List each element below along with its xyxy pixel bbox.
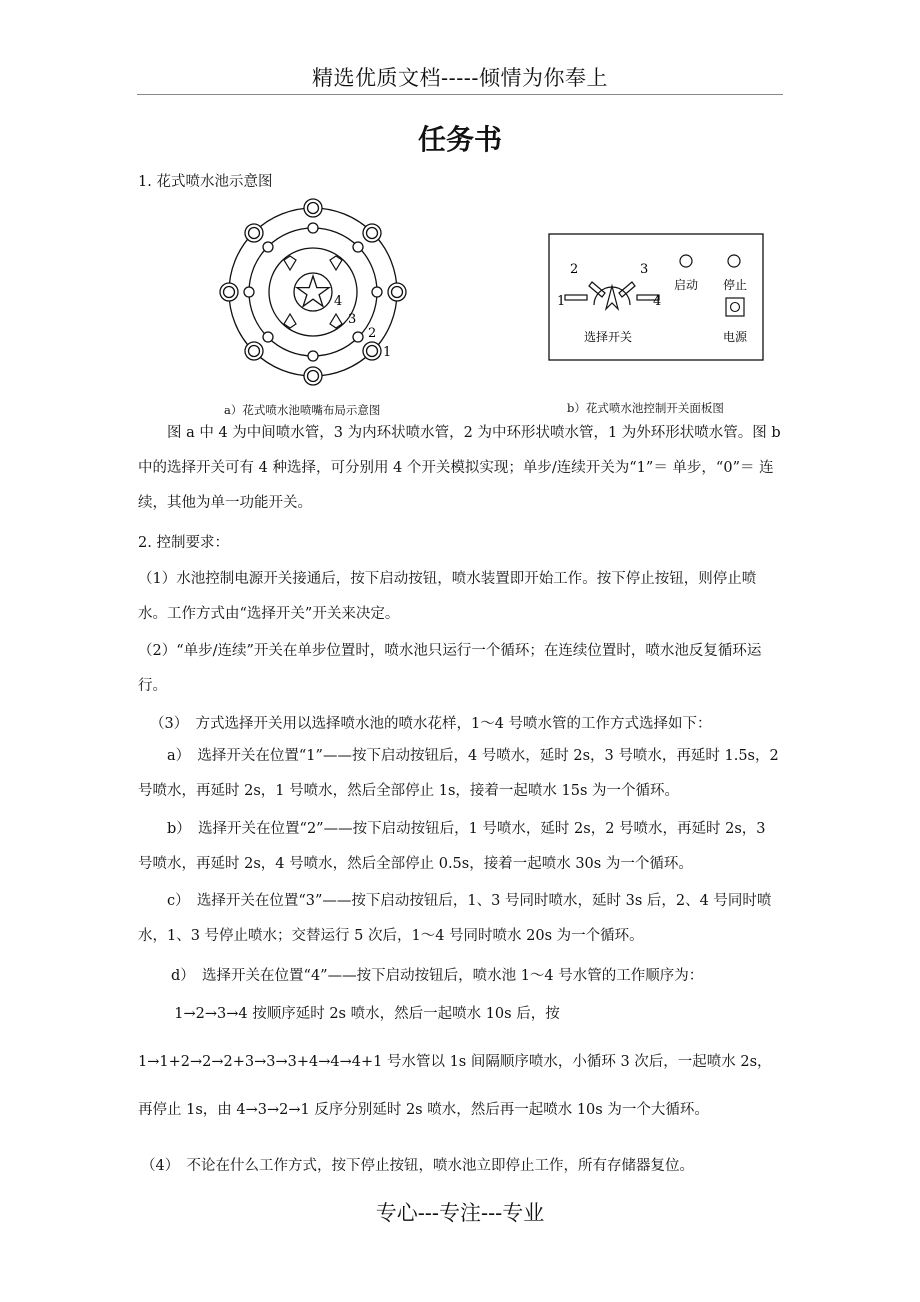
selector-position-3: 3 xyxy=(640,262,649,277)
requirement-3: （3） 方式选择开关用以选择喷水池的喷水花样，1～4 号喷水管的工作方式选择如下： xyxy=(150,716,712,732)
start-button xyxy=(680,255,692,267)
center-star-icon xyxy=(297,276,329,306)
nozzle-label-2: 2 xyxy=(368,326,377,341)
figure-description: 图 a 中 4 为中间喷水管，3 为内环状喷水管，2 为中环形状喷水管，1 为外环形状喷水管。图 b 中的选择开关可有 4 种选择，可分别用 4 个开关模拟实现；单步/连续开关为“1”＝ 单步，“0”＝ 连续，其他为单一功能开关。 xyxy=(138,425,781,511)
section-1-heading: 1. 花式喷水池示意图 xyxy=(138,174,273,190)
mode-c: c） 选择开关在位置“3”——按下启动按钮后，1、3 号同时喷水，延时 3s 后，2、4 号同时喷水，1、3 号停止喷水；交替运行 5 次后，1～4 号同时喷水 20s 为一个循环。 xyxy=(138,893,772,944)
page-footer: 专心---专注---专业 xyxy=(375,1201,545,1225)
page-header: 精选优质文档-----倾情为你奉上 xyxy=(312,66,608,90)
mode-b: b） 选择开关在位置“2”——按下启动按钮后，1 号喷水，延时 2s，2 号喷水，再延时 2s，3 号喷水，再延时 2s，4 号喷水，然后全部停止 0.5s，接着一起喷水 30s 为一个循环。 xyxy=(138,821,766,872)
power-label: 电源 xyxy=(723,330,748,344)
mode-d-sequence: 1→2→3→4 按顺序延时 2s 喷水，然后一起喷水 10s 后，按 1→1+2→2→2+3→3→3+4→4→4+1 号水管以 1s 间隔顺序喷水，小循环 3 次后，一起喷水 2s，再停止 1s，由 4→3→2→1 反序分别延时 2s 喷水，然后再一起喷水 10s 为一个大循环。 xyxy=(138,1006,772,1118)
selector-position-1: 1 xyxy=(557,294,566,309)
fountain-nozzle-layout-diagram xyxy=(210,190,420,390)
requirement-2: （2）“单步/连续”开关在单步位置时，喷水池只运行一个循环；在连续位置时，喷水池反复循环运行。 xyxy=(138,643,762,694)
nozzle-label-4: 4 xyxy=(334,294,343,309)
stop-label: 停止 xyxy=(723,278,748,292)
start-label: 启动 xyxy=(674,278,699,292)
selector-position-2: 2 xyxy=(570,262,579,277)
control-panel-diagram xyxy=(548,233,766,363)
mode-a: a） 选择开关在位置“1”——按下启动按钮后，4 号喷水，延时 2s，3 号喷水，再延时 1.5s，2 号喷水，再延时 2s，1 号喷水，然后全部停止 1s，接着一起喷水 15s 为一个循环。 xyxy=(138,748,779,799)
requirement-4: （4） 不论在什么工作方式，按下停止按钮，喷水池立即停止工作，所有存储器复位。 xyxy=(141,1158,694,1174)
section-2-heading: 2. 控制要求： xyxy=(138,535,229,551)
selector-position-4: 4 xyxy=(653,294,662,309)
mode-d: d） 选择开关在位置“4”——按下启动按钮后，喷水池 1～4 号水管的工作顺序为： xyxy=(171,968,704,984)
nozzle-label-3: 3 xyxy=(348,312,357,327)
header-divider xyxy=(137,94,783,95)
page-title: 任务书 xyxy=(417,123,502,156)
figure-a-caption: a）花式喷水池喷嘴布局示意图 xyxy=(224,403,381,417)
nozzle-label-1: 1 xyxy=(383,345,392,360)
figure-b-caption: b）花式喷水池控制开关面板图 xyxy=(567,401,724,415)
stop-button xyxy=(728,255,740,267)
requirement-1: （1）水池控制电源开关接通后，按下启动按钮，喷水装置即开始工作。按下停止按钮，则停止喷水。工作方式由“选择开关”开关来决定。 xyxy=(138,571,757,622)
selector-label: 选择开关 xyxy=(584,330,633,344)
